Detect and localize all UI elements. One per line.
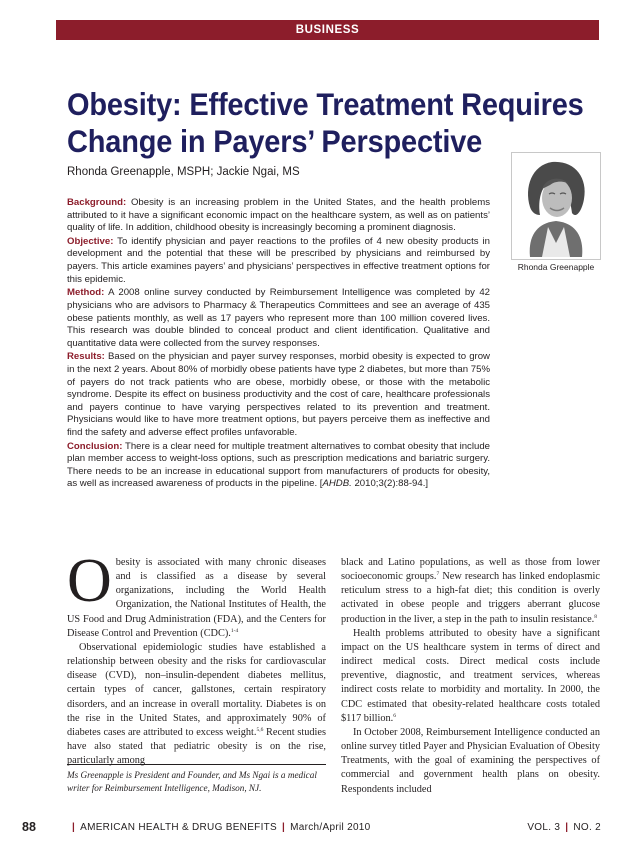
abstract-objective-label: Objective:: [67, 235, 114, 247]
abstract-conclusion-label: Conclusion:: [67, 440, 123, 452]
abstract-results-text: Based on the physician and payer survey responses, morbid obesity is expected to grow in the next 2 years. About 80% of morbidly obese patients have type 2 diabetes, but more than 75% of payers do not track patients who are obese, morbidly obese, or those with the metabolic syndrome. Despite its effect on business productivity and the cost of care, healthcare professionals and payers continue to have varying perspectives related to its prevention and treatment. Physicians would like to have more treatment options, but payers perceive them as ineffective and find the safety and adverse effect profiles unfavorable.: [67, 351, 490, 438]
article-title-line-2: Change in Payers’ Perspective: [67, 123, 483, 159]
abstract-objective-text: To identify physician and payer reactions to the profiles of 4 new obesity products in development and the potential that these will be prescribed by physicians and reimbursed by payers. This article examines payers’ and physicians’ perspectives in effective treatment options for this epidemic.: [67, 235, 490, 285]
article-title: [67, 86, 584, 160]
issue-date: March/April 2010: [290, 822, 371, 833]
reference-marker: 6: [393, 712, 396, 719]
abstract-method: [67, 287, 490, 350]
abstract-background-text: Obesity is an increasing problem in the United States, and the health problems attributed to it have a significant economic impact on the healthcare system, as well as on patients’ quality of life. In addition, childhood obesity is increasingly becoming a prominent diagnosis.: [67, 197, 490, 234]
article-title-line-1: Obesity: Effective Treatment Requires: [67, 86, 584, 122]
abstract-results: [67, 351, 490, 439]
abstract-background: [67, 197, 490, 235]
body-text: In October 2008, Reimbursement Intelligence conducted an online survey titled Payer and Physician Evaluation of Obesity Treatments, with the goal of examining the perspectives of commercial and government health plans on obesity. Respondents included: [341, 726, 600, 795]
page-number: 88: [22, 820, 36, 834]
journal-name: AMERICAN HEALTH & DRUG BENEFITS: [80, 822, 278, 833]
author-list: Rhonda Greenapple, MSPH; Jackie Ngai, MS: [67, 166, 300, 178]
author-affiliation-footnote: Ms Greenapple is President and Founder, and Ms Ngai is a medical writer for Reimbursement Intelligence, Madison, NJ.: [67, 770, 317, 793]
footer-separator: |: [282, 822, 286, 833]
body-paragraph: [341, 556, 600, 627]
author-photo: [511, 152, 601, 260]
reference-marker: 5,6: [256, 726, 264, 733]
body-paragraph: [67, 547, 326, 641]
footer-journal-info: [67, 822, 371, 833]
reference-marker: 1-4: [230, 627, 239, 634]
footer-volume-info: [527, 822, 601, 833]
abstract-method-label: Method:: [67, 287, 105, 299]
footnote-divider: [67, 764, 326, 765]
footer-separator: |: [72, 822, 76, 833]
drop-cap: O: [67, 547, 112, 615]
body-text: New research has linked endoplasmic reticulum stress to a high-fat diet; this condition is overly activated in obese people and triggers aberrant glucose production in the liver, a step in the path to insulin resistance.: [341, 571, 600, 625]
photo-caption: Rhonda Greenapple: [517, 262, 595, 272]
footer-separator: |: [565, 822, 569, 833]
abstract-conclusion-text: There is a clear need for multiple treatment alternatives to combat obesity that include plan member access to weight-loss options, such as prescription medications and bariatric surgery. There needs to be an increase in educational support from manufacturers of products for obesity, as well as increased awareness of products in the pipeline. [: [67, 440, 490, 490]
abstract-conclusion: [67, 441, 490, 491]
section-header-bar: BUSINESS: [56, 20, 599, 40]
page-footer: [0, 818, 638, 838]
author-portrait-image: [512, 153, 600, 259]
body-paragraph: [341, 627, 600, 726]
abstract-background-label: Background:: [67, 197, 127, 208]
body-text: Health problems attributed to obesity have a significant impact on the US healthcare system in terms of direct and indirect medical costs. Direct medical costs include preventive, diagnostic, and treatment services, whereas indirect costs relate to morbidity and mortality. In 2000, the CDC estimated that obesity-related healthcare costs totaled $117 billion.: [341, 627, 600, 724]
body-column-left: [67, 547, 326, 768]
abstract-results-label: Results:: [67, 351, 105, 363]
volume-label: VOL. 3: [527, 822, 561, 833]
abstract: [67, 197, 490, 492]
abstract-citation-rest: 2010;3(2):88-94.]: [351, 478, 429, 490]
body-text: besity is associated with many chronic diseases and is classified as a disease by several organizations, including the World Health Organization, the National Institutes of Health, the US Food and Drug Administration (FDA), and the Centers for Disease Control and Prevention (CDC).: [67, 557, 326, 639]
abstract-method-text: A 2008 online survey conducted by Reimbursement Intelligence was completed by 42 physicians who are advisors to Pharmacy & Therapeutics Committees and see an average of 435 obese patients monthly, as well as 17 payers who represent more than 100 million covered lives. This research was double blinded to conceal product and client identification. Qualitative and quantitative data were collected from the survey responses.: [67, 287, 490, 349]
abstract-citation-journal: AHDB.: [322, 478, 352, 490]
body-column-right: [341, 556, 600, 797]
reference-marker: 7: [436, 571, 440, 578]
body-paragraph: [341, 726, 600, 797]
abstract-objective: [67, 236, 490, 286]
body-paragraph: [67, 641, 326, 768]
reference-marker: 8: [594, 613, 597, 620]
body-text: Recent studies have also stated that pediatric obesity is on the rise, particularly among: [67, 726, 326, 767]
issue-number: NO. 2: [573, 822, 601, 833]
body-text: black and Latino populations, as well as those from lower socioeconomic groups.: [341, 557, 600, 583]
body-text: Observational epidemiologic studies have established a relationship between obesity and the risks for cardiovascular disease (CVD), non–insulin-dependent diabetes mellitus, certain types of cancer, gallstones, certain respiratory disorders, and an increase in overall mortality. Diabetes is on the rise in the United States, and approximately 90% of diabetes cases are attributed to excess weight.: [67, 641, 326, 738]
